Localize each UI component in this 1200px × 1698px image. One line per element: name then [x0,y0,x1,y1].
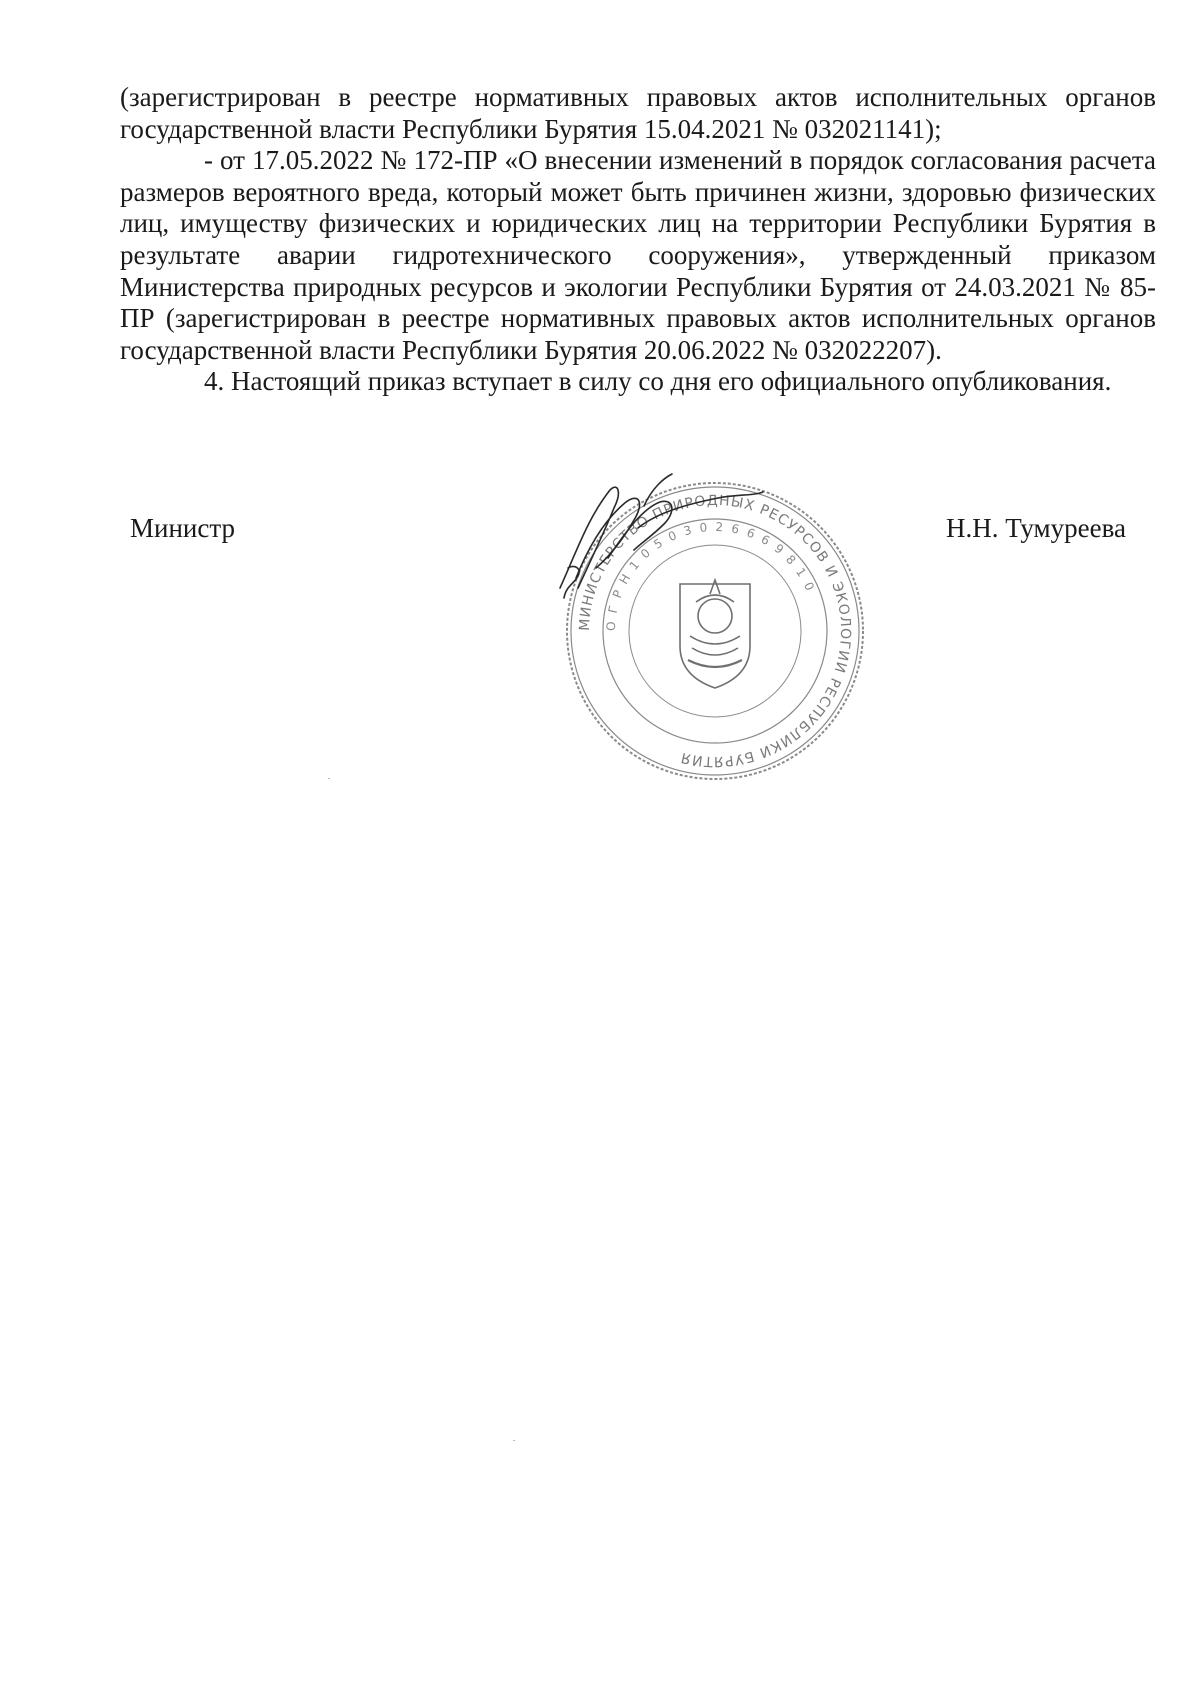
handwritten-signature-icon [548,468,778,618]
paragraph-effective-date: 4. Настоящий приказ вступает в силу со дня его официального опубликования. [204,366,1112,397]
signatory-title: Министр [130,513,235,543]
scan-speck [328,778,330,779]
scan-speck [513,1440,515,1441]
document-body [120,82,1156,398]
paragraph-registration-note: (зарегистрирован в реестре нормативных правовых актов исполнительных органов государственной власти Республики Бурятия 15.04.2021 № 032021141); [120,82,1156,144]
paragraph-amendment-order: - от 17.05.2022 № 172-ПР «О внесении изменений в порядок согласования расчета размеров вероятного вреда, который может быть причинен жизни, здоровью физических лиц, имуществу физических и юридических лиц на территории Республики Бурятия в результате аварии гидротехнического сооружения», утвержденный приказом Министерства природных ресурсов и экологии Республики Бурятия от 24.03.2021 № 85-ПР (зарегистрирован в реестре нормативных правовых актов исполнительных органов государственной власти Республики Бурятия 20.06.2022 № 032022207). [120,145,1156,365]
seal-inner-text: О Г Р Н 1 0 5 0 3 0 2 6 6 6 9 8 1 0 [603,519,818,632]
seal-outer-text: МИНИСТЕРСТВО ПРИРОДНЫХ РЕСУРСОВ И ЭКОЛОГИИ РЕСПУБЛИКИ БУРЯТИЯ [576,492,854,770]
signatory-name: Н.Н. Тумуреева [946,513,1126,543]
